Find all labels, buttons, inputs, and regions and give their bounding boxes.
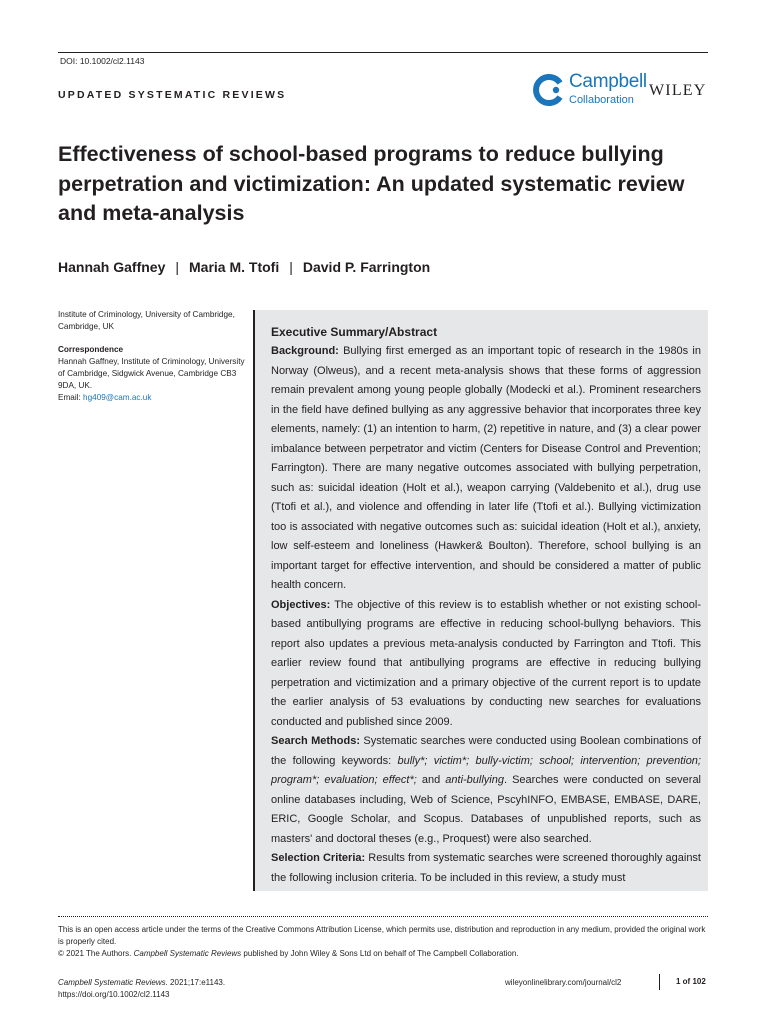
search-keywords: bully*; victim*; bully-victim; school; intervention; prevention; program*; evaluation; effect*; <box>271 754 701 786</box>
background-label: Background: <box>271 345 339 357</box>
search-last-keyword: anti-bullying <box>445 774 504 786</box>
copyright-line <box>58 948 708 960</box>
abstract-background <box>271 342 701 596</box>
abstract-box <box>253 310 708 891</box>
email-label: Email: <box>58 393 81 402</box>
correspondence-address: Hannah Gaffney, Institute of Criminology, University of Cambridge, Sidgwick Avenue, Cambridge CB3 9DA, UK. <box>58 357 245 390</box>
email-link[interactable]: hg409@cam.ac.uk <box>83 393 152 402</box>
sidebar-info <box>58 309 248 404</box>
abstract-content <box>271 322 701 888</box>
abstract-search-methods <box>271 732 701 849</box>
license-notice <box>58 924 708 960</box>
license-text: This is an open access article under the terms of the Creative Commons Attribution License, which permits use, distribution and reproduction in any medium, provided the original work is properly cited. <box>58 925 706 946</box>
footer-journal-line <box>58 977 225 989</box>
article-title: Effectiveness of school-based programs to reduce bullying perpetration and victimization: An updated systematic review and meta-analysis <box>58 142 685 225</box>
footnote-divider <box>58 916 708 917</box>
author-name: David P. Farrington <box>302 259 431 275</box>
author-name: Hannah Gaffney <box>58 259 166 275</box>
background-text: Bullying first emerged as an important topic of research in the 1980s in Norway (Olweus), and a recent meta-analysis shows that these forms of aggression remain prevalent among young people globally (Modecki et al.). Prominent researchers in the field have defined bullying as any aggressive behavior that incorporates three key elements, namely: (1) an intention to harm, (2) repetitive in nature, and (3) a clear power imbalance between perpetrator and victim (Centers for Disease Control and Prevention; Farrington). There are many negative outcomes associated with bullying perpetration, such as: suicidal ideation (Holt et al.), weapon carrying (Valdebenito et al.), drug use (Ttofi et al.), and violence and offending in later life (Ttofi et al.). Bullying victimization too is associated with negative outcomes such as: suicidal ideation (Holt et al.), anxiety, low self-esteem and loneliness (Hawker& Boulton). Therefore, school bullying is an important target for effective intervention, and should be considered a matter of public health concern. <box>271 345 701 591</box>
logo-collaboration-text: Collaboration <box>569 94 634 106</box>
campbell-logo-icon <box>533 74 565 106</box>
email-line <box>58 392 248 404</box>
footer-divider <box>659 974 660 990</box>
search-methods-text-pre: Systematic searches were conducted using Boolean combinations of the following keywords: <box>271 735 702 767</box>
footer-citation-detail: 2021;17:e1143. <box>170 978 226 987</box>
footer-doi-link[interactable]: https://doi.org/10.1002/cl2.1143 <box>58 990 170 999</box>
abstract-selection-criteria <box>271 849 701 888</box>
abstract-heading: Executive Summary/Abstract <box>271 325 438 339</box>
copyright-journal: Campbell Systematic Reviews <box>133 949 242 958</box>
affiliation: Institute of Criminology, University of Cambridge, Cambridge, UK <box>58 310 235 331</box>
selection-criteria-label: Selection Criteria: <box>271 852 366 864</box>
author-list <box>58 259 430 275</box>
search-methods-label: Search Methods: <box>271 735 360 747</box>
author-separator: | <box>175 259 179 275</box>
abstract-objectives <box>271 596 701 733</box>
selection-criteria-text: Results from systematic searches were screened thoroughly against the following inclusion criteria. To be included in this review, a study must <box>271 852 701 884</box>
doi: DOI: 10.1002/cl2.1143 <box>60 56 145 66</box>
page-number: 1 of 102 <box>676 977 706 986</box>
wiley-logo: WILEY <box>649 82 707 99</box>
author-separator: | <box>289 259 293 275</box>
copyright-pre: © 2021 The Authors. <box>58 949 132 958</box>
copyright-post: published by John Wiley & Sons Ltd on behalf of The Campbell Collaboration. <box>243 949 519 958</box>
footer-site-link[interactable]: wileyonlinelibrary.com/journal/cl2 <box>505 978 622 987</box>
search-and: and <box>421 774 441 786</box>
objectives-text: The objective of this review is to establish whether or not existing school-based antibullying programs are effective in reducing school-bullyng behaviors. This report also updates a previous meta-analysis conducted by Farrington and Ttofi. This earlier review found that antibullying programs are effective in reducing bullying perpetration and victimization and a primary objective of the current report is to update the earlier analysis of 53 evaluations by conducting new searches for evaluations conducted and published since 2009. <box>271 598 701 728</box>
author-name: Maria M. Ttofi <box>189 259 280 275</box>
search-methods-text-post: . Searches were conducted on several online databases including, Web of Science, PscyhINFO, EMBASE, EMBASE, DARE, ERIC, Google Scholar, and Scopus. Databases of unpublished reports, such as masters' and doctoral theses (e.g., Proquest) were also searched. <box>271 774 702 845</box>
campbell-wiley-logo <box>533 70 713 110</box>
footer-citation <box>58 977 225 1001</box>
logo-campbell-text: Campbell <box>569 71 647 92</box>
correspondence-heading: Correspondence <box>58 345 124 354</box>
objectives-label: Objectives: <box>271 598 331 611</box>
footer-journal: Campbell Systematic Reviews. <box>58 978 168 987</box>
section-label: UPDATED SYSTEMATIC REVIEWS <box>58 89 287 101</box>
top-rule <box>58 52 708 53</box>
